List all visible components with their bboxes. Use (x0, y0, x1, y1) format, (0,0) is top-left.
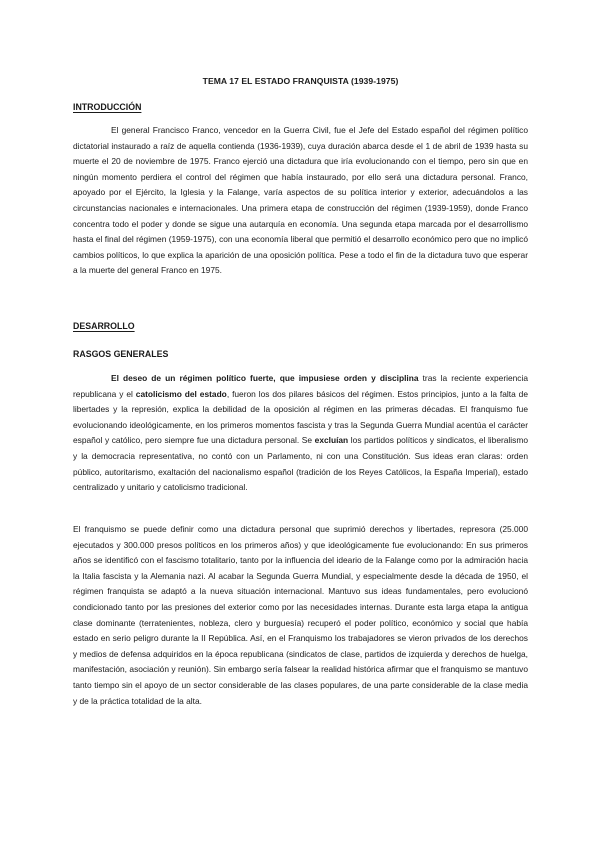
rasgos-paragraph-1 (73, 371, 528, 496)
document-title: TEMA 17 EL ESTADO FRANQUISTA (1939-1975) (202, 76, 399, 86)
bold-excluian: excluían (314, 435, 349, 446)
bold-catolicismo: catolicismo del estado (135, 388, 227, 399)
text-run: los partidos políticos y sindicatos, el liberalismo y la democracia representativa, no contó con un Parlamento, ni con una Constitución. Sus ideas eran claras: orden público, autoritarismo, exaltación del nacionalismo español (tradición de los Reyes Católicos, la España Imperial), estado centralizado y unitario y catolicismo tradicional. (73, 435, 528, 493)
intro-paragraph: El general Francisco Franco, vencedor en la Guerra Civil, fue el Jefe del Estado español del régimen político dictatorial instaurado a raíz de aquella contienda (1936-1939), cuya duración abarca desde el 1 de abril de 1939 hasta su muerte el 20 de noviembre de 1975. Franco ejerció una dictadura que iría evolucionando con el tiempo, pero sin que en ningún momento perdiera el control del régimen que había instaurado, por ello será una dictadura personal. Franco, apoyado por el Ejército, la Iglesia y la Falange, varía aspectos de su política interior y exterior, adecuándolos a las circunstancias nacionales e internacionales. Una primera etapa de construcción del régimen (1939-1959), donde Franco concentra todo el poder y donde se sigue una autarquía en economía. Una segunda etapa marcada por el desarrollismo hasta el final del régimen (1959-1975), con una economía liberal que permitió el desarrollo económico pero que no implicó cambios políticos, lo que explica la aparición de una oposición política. Pese a todo el fin de la dictadura tuvo que esperar a la muerte del general Franco en 1975. (73, 125, 528, 276)
text-run: tras la reciente experiencia republicana y el (73, 373, 528, 399)
bold-lead: El deseo de un régimen político fuerte, que impusiese orden y disciplina (111, 373, 419, 383)
desarrollo-heading: DESARROLLO (73, 321, 135, 331)
rasgos-paragraph-2: El franquismo se puede definir como una dictadura personal que suprimió derechos y libertades, represora (25.000 ejecutados y 300.000 presos políticos en los primeros años) y que ideológicamente fue evolucionando: En sus primeros años se identificó con el fascismo totalitario, tanto por la influencia del ideario de la Falange como por la admiración hacia la Italia fascista y la Alemania nazi. Al acabar la Segunda Guerra Mundial, y especialmente desde la década de 1950, el régimen franquista se adaptó a la nueva situación internacional. Mantuvo sus ideas fundamentales, pero evolucionó condicionado tanto por las presiones del exterior como por las necesidades internas. Durante esta larga etapa la antigua clase dominante (terratenientes, nobleza, clero y burguesía) recuperó el poder político, económico y social que había estado en serio peligro durante la II República. Así, en el Franquismo los trabajadores se vieron privados de los derechos y medios de defensa adquiridos en la época republicana (sindicatos de clase, partidos de izquierda y derechos de huelga, manifestación, asociación y reunión). Sin embargo sería falsear la realidad histórica afirmar que el franquismo se mantuvo tanto tiempo sin el apoyo de un sector considerable de las clases populares, de una parte considerable de la clase media y de la práctica totalidad de la alta. (73, 524, 528, 706)
text-run: , fueron los dos pilares básicos del régimen. Estos principios, junto a la falta de libertades y la represión, explica la debilidad de la oposición al régimen en las primeras décadas. El franquismo fue evolucionando ideológicamente, en los primeros momentos fascista y tras la Segunda Guerra Mundial acentúa el carácter español y católico, pero siempre fue una dictadura personal. Se (73, 388, 528, 446)
intro-heading: INTRODUCCIÓN (73, 102, 142, 112)
rasgos-generales-heading: RASGOS GENERALES (73, 349, 169, 359)
